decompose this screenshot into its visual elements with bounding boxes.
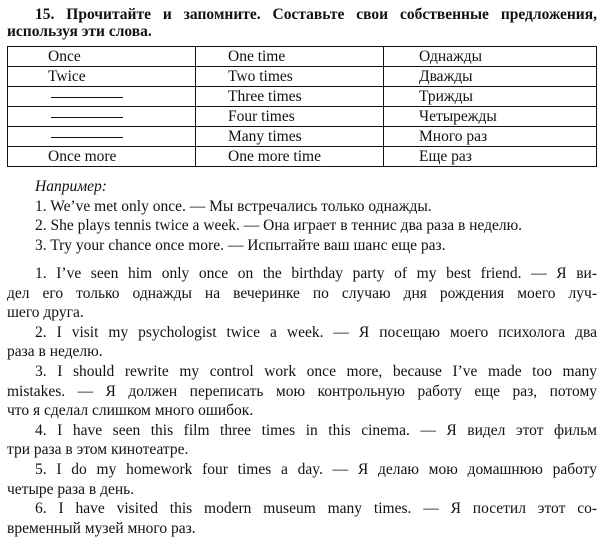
table-cell: Дважды	[384, 67, 597, 87]
answer-line: раза в неделю.	[7, 343, 103, 361]
title-line: используя эти слова.	[7, 23, 152, 40]
answer-paragraph	[7, 460, 597, 499]
blank-line	[51, 137, 123, 138]
table-cell: Two times	[196, 67, 384, 87]
answer-line: четыре раза в день.	[7, 480, 135, 498]
table-cell: Четырежды	[384, 107, 597, 127]
table-cell: Twice	[8, 67, 196, 87]
answer-line: 5. I do my homework four times a day. — Я делаю мою домашнюю работу	[35, 460, 597, 478]
table-row	[8, 67, 597, 87]
answer-paragraph	[7, 421, 597, 460]
examples-heading: Например:	[35, 178, 107, 195]
answer-paragraph	[7, 323, 597, 362]
table-cell: Once more	[8, 147, 196, 167]
table-cell: Однажды	[384, 47, 597, 67]
answer-line: три раза в этом кинотеатре.	[7, 441, 189, 459]
table-row	[8, 47, 597, 67]
table-cell	[8, 107, 196, 127]
blank-line	[51, 97, 123, 98]
example-item: 2. She plays tennis twice a week. — Она играет в теннис два раза в неделю.	[35, 217, 523, 234]
table-cell: One more time	[196, 147, 384, 167]
exercise-title	[7, 6, 597, 40]
answers-section	[7, 264, 597, 538]
table-row	[8, 87, 597, 107]
table-cell: Four times	[196, 107, 384, 127]
table-cell: Many times	[196, 127, 384, 147]
answer-line: временный музей много раз.	[7, 519, 196, 537]
table-cell: Трижды	[384, 87, 597, 107]
answer-paragraph	[7, 362, 597, 421]
answer-paragraph	[7, 264, 597, 323]
table-cell: Еще раз	[384, 147, 597, 167]
table-row	[8, 107, 597, 127]
example-item: 1. We’ve met only once. — Мы встречались только однажды.	[35, 197, 432, 215]
answer-line: 2. I visit my psychologist twice a week. — Я посещаю моего психолога два	[35, 323, 597, 341]
answer-line: mistakes. — Я должен переписать мою контрольную работу еще раз, потому	[7, 382, 597, 400]
answer-line: 6. I have visited this modern museum many times. — Я посетил этот со-	[35, 500, 597, 518]
table-cell: Three times	[196, 87, 384, 107]
table-cell: Много раз	[384, 127, 597, 147]
blank-line	[51, 117, 123, 118]
vocabulary-table	[7, 46, 597, 167]
table-row	[8, 147, 597, 167]
answer-line: 3. I should rewrite my control work once more, because I’ve made too many	[35, 362, 597, 380]
answer-line: 4. I have seen this film three times in this cinema. — Я видел этот фильм	[35, 421, 597, 439]
title-line: 15. Прочитайте и запомните. Составьте свои собственные предложения,	[35, 6, 597, 23]
table-row	[8, 127, 597, 147]
table-cell: Once	[8, 47, 196, 67]
table-cell	[8, 87, 196, 107]
answer-line: шего друга.	[7, 304, 84, 322]
table-cell: One time	[196, 47, 384, 67]
answer-line: 1. I’ve seen him only once on the birthday party of my best friend. — Я ви-	[35, 265, 597, 282]
answer-paragraph	[7, 499, 597, 538]
examples-section	[7, 177, 597, 255]
example-item: 3. Try your chance once more. — Испытайте ваш шанс еще раз.	[35, 236, 446, 254]
answer-line: что я сделал слишком много ошибок.	[7, 402, 254, 420]
table-cell	[8, 127, 196, 147]
answer-line: дел его только однажды на вечеринке по случаю дня рождения моего луч-	[7, 284, 597, 302]
